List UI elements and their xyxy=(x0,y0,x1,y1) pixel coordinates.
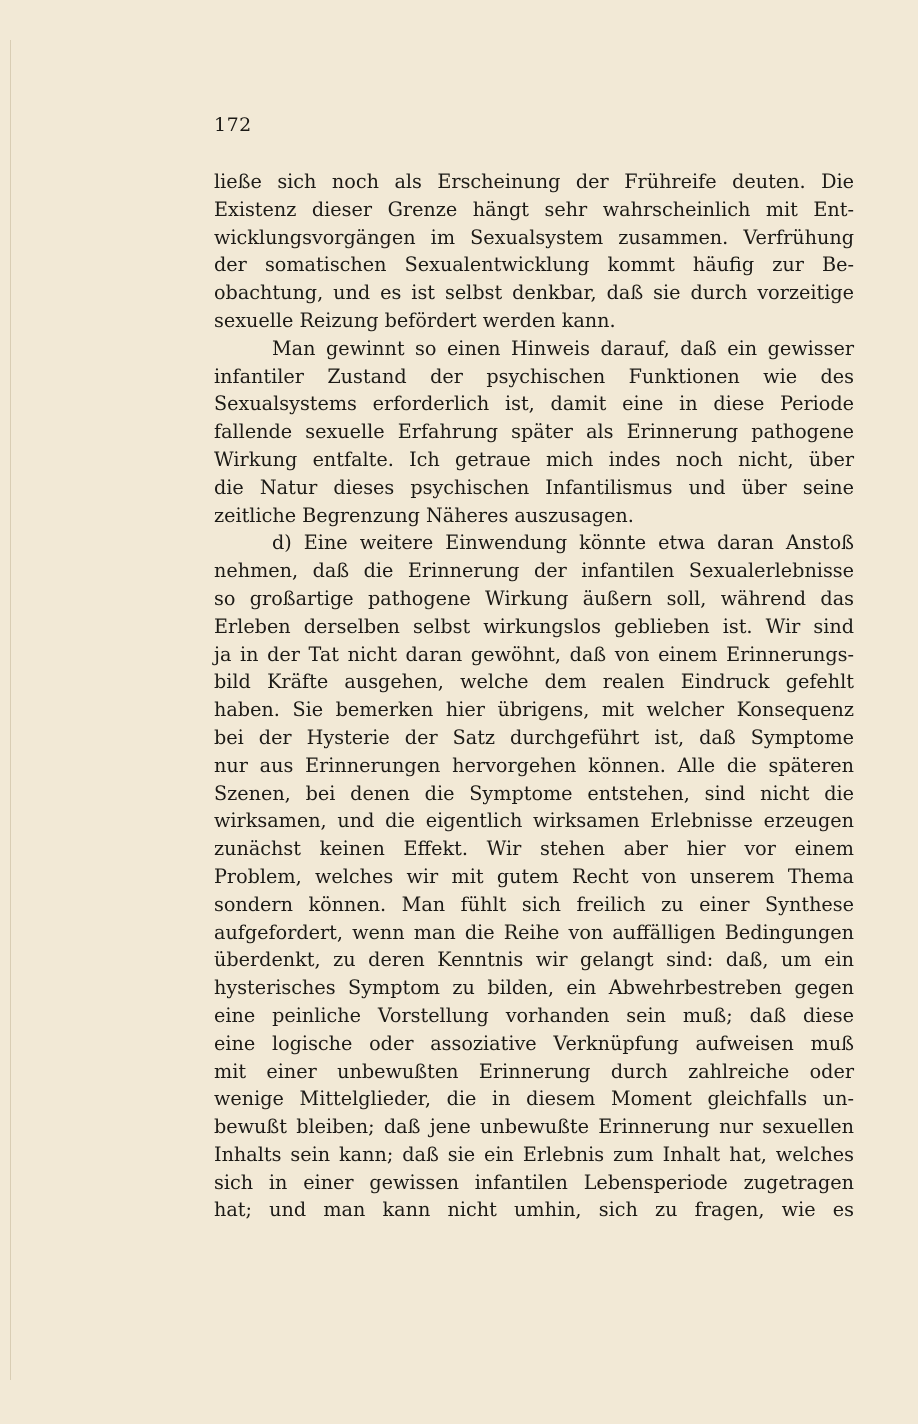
text-line: nur aus Erinnerungen hervorgehen können. Alle die späteren xyxy=(214,753,854,777)
text-line: aufgefordert, wenn man die Reihe von auffälligen Bedingungen xyxy=(214,920,854,944)
text-line: bild Kräfte ausgehen, welche dem realen Eindruck gefehlt xyxy=(214,670,854,694)
text-line: sich in einer gewissen infantilen Lebensperiode zugetragen xyxy=(214,1170,854,1194)
text-line: fallende sexuelle Erfahrung später als Erinnerung pathogene xyxy=(214,420,854,444)
text-line: Erleben derselben selbst wirkungslos geblieben ist. Wir sind xyxy=(214,614,854,638)
text-line: hat; und man kann nicht umhin, sich zu fragen, wie es xyxy=(214,1198,854,1222)
text-line: Inhalts sein kann; daß sie ein Erlebnis zum Inhalt hat, welches xyxy=(214,1142,854,1166)
text-line: überdenkt, zu deren Kenntnis wir gelangt sind: daß, um ein xyxy=(214,948,854,972)
text-line: Wirkung entfalte. Ich getraue mich indes noch nicht, über xyxy=(214,447,854,471)
text-line: hysterisches Symptom zu bilden, ein Abwehrbestreben gegen xyxy=(214,976,854,1000)
text-line: d) Eine weitere Einwendung könnte etwa daran Anstoß xyxy=(272,531,854,555)
text-line: Sexualsystems erforderlich ist, damit eine in diese Periode xyxy=(214,392,854,416)
text-line: Szenen, bei denen die Symptome entstehen, sind nicht die xyxy=(214,781,854,805)
text-line: wirksamen, und die eigentlich wirksamen Erlebnisse erzeugen xyxy=(214,809,854,833)
text-line: bewußt bleiben; daß jene unbewußte Erinnerung nur sexuellen xyxy=(214,1115,854,1139)
text-line: infantiler Zustand der psychischen Funktionen wie des xyxy=(214,364,854,388)
text-line: so großartige pathogene Wirkung äußern soll, während das xyxy=(214,586,854,610)
text-line: ließe sich noch als Erscheinung der Frühreife deuten. Die xyxy=(214,170,854,193)
body-text xyxy=(214,168,854,1224)
text-line: der somatischen Sexualentwicklung kommt häufig zur Be- xyxy=(214,253,854,277)
text-line: obachtung, und es ist selbst denkbar, daß sie durch vorzeitige xyxy=(214,281,854,305)
text-line: wicklungsvorgängen im Sexualsystem zusammen. Verfrühung xyxy=(214,225,854,249)
text-line: sexuelle Reizung befördert werden kann. xyxy=(214,308,616,332)
text-line: nehmen, daß die Erinnerung der infantilen Sexualerlebnisse xyxy=(214,559,854,583)
text-line: mit einer unbewußten Erinnerung durch zahlreiche oder xyxy=(214,1059,854,1083)
text-line: zeitliche Begrenzung Näheres auszusagen. xyxy=(214,503,634,527)
text-line: wenige Mittelglieder, die in diesem Moment gleichfalls un- xyxy=(214,1087,854,1111)
text-line: eine peinliche Vorstellung vorhanden sein muß; daß diese xyxy=(214,1003,854,1027)
text-line: Man gewinnt so einen Hinweis darauf, daß ein gewisser xyxy=(272,336,854,360)
text-line: Problem, welches wir mit gutem Recht von unserem Thema xyxy=(214,864,854,888)
page-edge-line xyxy=(10,40,11,1380)
text-line: zunächst keinen Effekt. Wir stehen aber hier vor einem xyxy=(214,837,854,861)
text-line: bei der Hysterie der Satz durchgeführt ist, daß Symptome xyxy=(214,725,854,749)
text-line: haben. Sie bemerken hier übrigens, mit welcher Konsequenz xyxy=(214,698,854,722)
text-line: Existenz dieser Grenze hängt sehr wahrscheinlich mit Ent- xyxy=(214,197,854,221)
text-line: eine logische oder assoziative Verknüpfung aufweisen muß xyxy=(214,1031,854,1055)
page-number: 172 xyxy=(214,114,252,136)
text-line: ja in der Tat nicht daran gewöhnt, daß von einem Erinnerungs- xyxy=(214,642,854,666)
text-line: die Natur dieses psychischen Infantilismus und über seine xyxy=(214,475,854,499)
text-line: sondern können. Man fühlt sich freilich zu einer Synthese xyxy=(214,892,854,916)
